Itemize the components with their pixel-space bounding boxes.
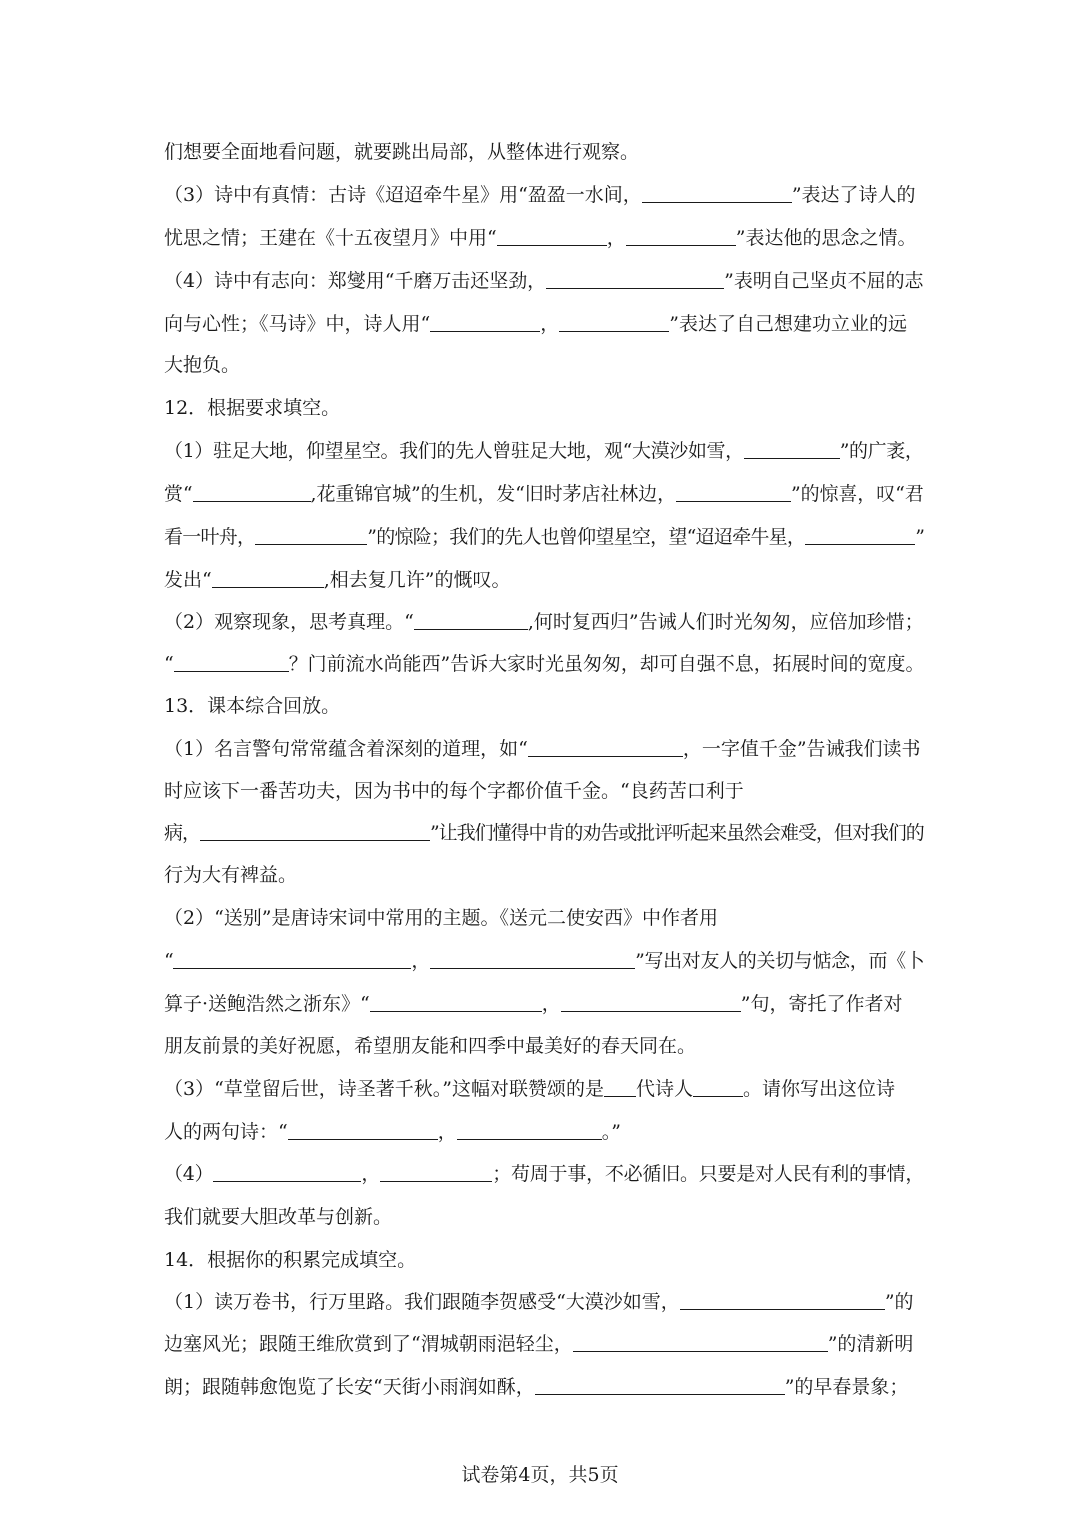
answer-blank[interactable] [604, 1078, 636, 1097]
line-text: ”的惊喜，叹“君 [790, 483, 924, 505]
text-line [164, 863, 924, 887]
line-text: 们想要全面地看问题，就要跳出局部，从整体进行观察。 [164, 141, 640, 163]
text-line [164, 226, 924, 250]
text-line [164, 992, 924, 1016]
answer-blank[interactable] [414, 611, 528, 630]
answer-blank[interactable] [174, 653, 289, 672]
line-text: 忧思之情；王建在《十五夜望月》中用“ [164, 227, 497, 249]
line-text: ”写出对友人的关切与惦念，而《卜 [635, 950, 925, 972]
answer-blank[interactable] [173, 950, 411, 969]
line-text: ”的 [884, 1291, 914, 1313]
answer-blank[interactable] [528, 738, 683, 757]
text-line [164, 183, 924, 207]
answer-blank[interactable] [744, 440, 840, 459]
text-line [164, 140, 924, 164]
answer-blank[interactable] [497, 227, 607, 246]
text-line [164, 1290, 924, 1314]
answer-blank[interactable] [430, 950, 635, 969]
line-text: ”句，寄托了作者对 [740, 993, 903, 1015]
line-text: ， [606, 227, 626, 249]
line-text: 我们就要大胆改革与创新。 [164, 1206, 393, 1228]
line-text: ， [361, 1163, 381, 1185]
line-text: ， [411, 950, 431, 972]
answer-blank[interactable] [430, 313, 540, 332]
line-text: 朗；跟随韩愈饱览了长安“天街小雨润如酥， [164, 1376, 535, 1398]
line-text: 边塞风光；跟随王维欣赏到了“渭城朝雨浥轻尘， [164, 1333, 573, 1355]
text-line [164, 821, 924, 845]
line-text: 向与心性；《马诗》中，诗人用“ [164, 313, 431, 335]
line-text: 行为大有裨益。 [164, 864, 298, 886]
answer-blank[interactable] [573, 1333, 828, 1352]
answer-blank[interactable] [546, 270, 724, 289]
text-line [164, 312, 924, 336]
text-line [164, 1034, 924, 1058]
text-line [164, 396, 924, 420]
text-line [164, 1375, 924, 1399]
line-text: ， [437, 1121, 457, 1143]
text-line [164, 1248, 924, 1272]
line-text: ,相去复几许”的慨叹。 [323, 569, 511, 591]
line-text: （1）驻足大地，仰望星空。我们的先人曾驻足大地，观“大漠沙如雪， [164, 440, 744, 462]
line-text: （1）读万卷书，行万里路。我们跟随李贺感受“大漠沙如雪， [164, 1291, 680, 1313]
text-line [164, 949, 924, 973]
line-text: ， [541, 993, 561, 1015]
answer-blank[interactable] [193, 483, 311, 502]
answer-blank[interactable] [680, 1291, 885, 1310]
answer-blank[interactable] [535, 1376, 785, 1395]
text-line [164, 694, 924, 718]
line-text: 12．根据要求填空。 [164, 397, 341, 419]
line-text: 。” [601, 1121, 621, 1143]
answer-blank[interactable] [213, 1163, 361, 1182]
line-text: （4）诗中有志向：郑燮用“千磨万击还坚劲， [164, 270, 547, 292]
text-line [164, 1077, 924, 1101]
line-text: 14．根据你的积累完成填空。 [164, 1249, 417, 1271]
line-text: ，一字值千金”告诫我们读书 [682, 738, 921, 760]
text-line [164, 1332, 924, 1356]
answer-blank[interactable] [559, 313, 669, 332]
line-text: 发出“ [164, 569, 212, 591]
line-text: ”的广袤， [839, 440, 924, 462]
text-line [164, 610, 924, 634]
text-line [164, 482, 924, 506]
page-footer: 试卷第4页，共5页 [461, 1464, 619, 1486]
line-text: ， [540, 313, 560, 335]
text-line [164, 525, 924, 549]
answer-blank[interactable] [626, 227, 736, 246]
answer-blank[interactable] [676, 483, 791, 502]
text-line [164, 779, 924, 803]
line-text: （3）诗中有真情：古诗《迢迢牵牛星》用“盈盈一水间， [164, 184, 642, 206]
line-text: 赏“ [164, 483, 193, 505]
line-text: （2）观察现象，思考真理。“ [164, 611, 414, 633]
text-line [164, 737, 924, 761]
text-line [164, 1205, 924, 1229]
line-text: 朋友前景的美好祝愿，希望朋友能和四季中最美好的春天同在。 [164, 1035, 697, 1057]
line-text: ”的惊险；我们的先人也曾仰望星空，望“迢迢牵牛星， [367, 526, 806, 548]
line-text: “ [164, 653, 174, 675]
line-text: ” [915, 526, 925, 548]
text-line [164, 1120, 924, 1144]
text-line [164, 439, 924, 463]
text-line [164, 652, 924, 676]
line-text: 13．课本综合回放。 [164, 695, 341, 717]
line-text: （3）“草堂留后世，诗圣著千秋。”这幅对联赞颂的是 [164, 1078, 605, 1100]
line-text: （4） [164, 1163, 214, 1185]
answer-blank[interactable] [457, 1121, 602, 1140]
text-line [164, 568, 924, 592]
answer-blank[interactable] [642, 184, 792, 203]
line-text: ”表明自己坚贞不屈的志 [724, 270, 924, 292]
line-text: ？门前流水尚能西”告诉大家时光虽匆匆，却可自强不息，拓展时间的宽度。 [288, 653, 925, 675]
answer-blank[interactable] [200, 822, 430, 841]
answer-blank[interactable] [370, 993, 542, 1012]
line-text: ,何时复西归”告诫人们时光匆匆，应倍加珍惜； [527, 611, 924, 633]
line-text: （1）名言警句常常蕴含着深刻的道理，如“ [164, 738, 528, 760]
answer-blank[interactable] [380, 1163, 492, 1182]
line-text: 病， [164, 822, 200, 844]
line-text: “ [164, 950, 174, 972]
text-line [164, 269, 924, 293]
text-line [164, 1162, 924, 1186]
text-line [164, 906, 924, 930]
line-text: 时应该下一番苦功夫，因为书中的每个字都价值千金。“良药苦口利于 [164, 780, 744, 802]
line-text: ,花重锦官城”的生机，发“旧时茅店社林边， [310, 483, 676, 505]
line-text: 人的两句诗：“ [164, 1121, 288, 1143]
answer-blank[interactable] [212, 569, 324, 588]
line-text: （2）“送别”是唐诗宋词中常用的主题。《送元二使安西》中作者用 [164, 907, 719, 929]
line-text: ”表达了诗人的 [791, 184, 916, 206]
line-text: ”的清新明 [827, 1333, 914, 1355]
answer-blank[interactable] [561, 993, 741, 1012]
line-text: ”让我们懂得中肯的劝告或批评听起来虽然会难受，但对我们的 [429, 822, 924, 844]
line-text: ”的早春景象； [784, 1376, 909, 1398]
text-line [164, 353, 924, 377]
line-text: ”表达了自己想建功立业的远 [669, 313, 907, 335]
line-text: 算子·送鲍浩然之浙东》“ [164, 993, 370, 1015]
answer-blank[interactable] [805, 526, 915, 545]
answer-blank[interactable] [288, 1121, 438, 1140]
answer-blank[interactable] [693, 1078, 743, 1097]
answer-blank[interactable] [255, 526, 367, 545]
line-text: ”表达他的思念之情。 [735, 227, 917, 249]
line-text: ；苟周于事，不必循旧。只要是对人民有利的事情， [492, 1163, 925, 1185]
line-text: 看一叶舟， [164, 526, 256, 548]
line-text: 大抱负。 [164, 354, 241, 376]
line-text: 。请你写出这位诗 [743, 1078, 896, 1100]
line-text: 代诗人 [636, 1078, 694, 1100]
